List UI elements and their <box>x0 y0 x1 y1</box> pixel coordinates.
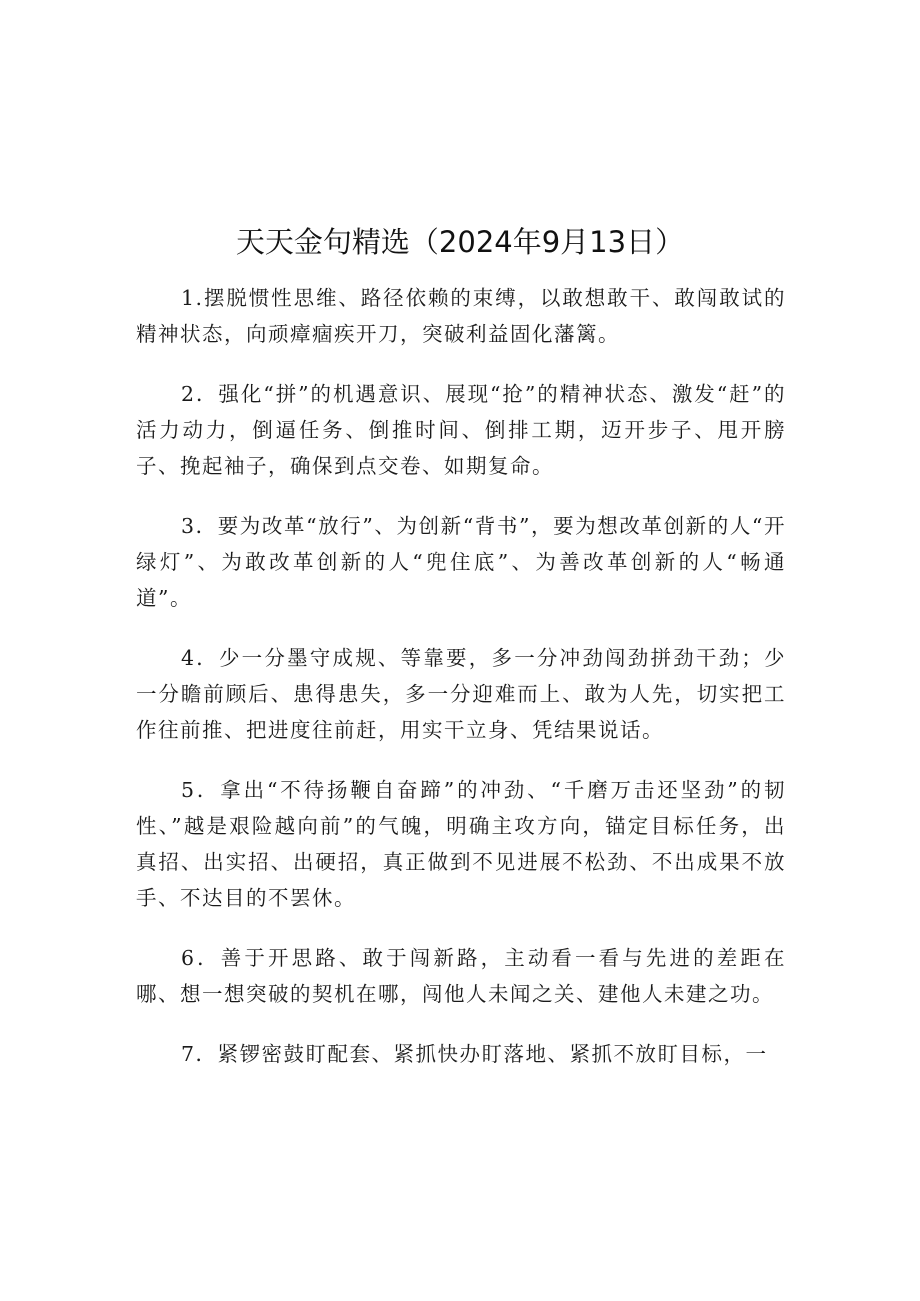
paragraph-2: 2．强化“拼”的机遇意识、展现“抢”的精神状态、激发“赶”的活力动力，倒逼任务、倒推时间、倒排工期，迈开步子、甩开膀子、挽起袖子，确保到点交卷、如期复命。 <box>136 382 786 478</box>
paragraph-6: 6．善于开思路、敢于闯新路，主动看一看与先进的差距在哪、想一想突破的契机在哪，闯他人未闻之关、建他人未建之功。 <box>136 946 786 1006</box>
document-title: 天天金句精选（2024年9月13日） <box>235 225 685 259</box>
paragraph-3: 3．要为改革“放行”、为创新“背书”，要为想改革创新的人“开绿灯”、为敢改革创新的人“兜住底”、为善改革创新的人“畅通道”。 <box>136 514 786 610</box>
paragraph-4: 4．少一分墨守成规、等靠要，多一分冲劲闯劲拼劲干劲；少一分瞻前顾后、患得患失，多一分迎难而上、敢为人先，切实把工作往前推、把进度往前赶，用实干立身、凭结果说话。 <box>136 646 786 742</box>
document-body <box>136 280 786 1096</box>
paragraph-5: 5．拿出“不待扬鞭自奋蹄”的冲劲、“千磨万击还坚劲”的韧性、”越是艰险越向前”的气魄，明确主攻方向，锚定目标任务，出真招、出实招、出硬招，真正做到不见进展不松劲、不出成果不放手、不达目的不罢休。 <box>136 778 786 910</box>
paragraph-1: 1.摆脱惯性思维、路径依赖的束缚，以敢想敢干、敢闯敢试的精神状态，向顽瘴痼疾开刀，突破利益固化藩篱。 <box>136 286 786 346</box>
paragraph-7: 7．紧锣密鼓盯配套、紧抓快办盯落地、紧抓不放盯目标，一 <box>181 1042 768 1066</box>
